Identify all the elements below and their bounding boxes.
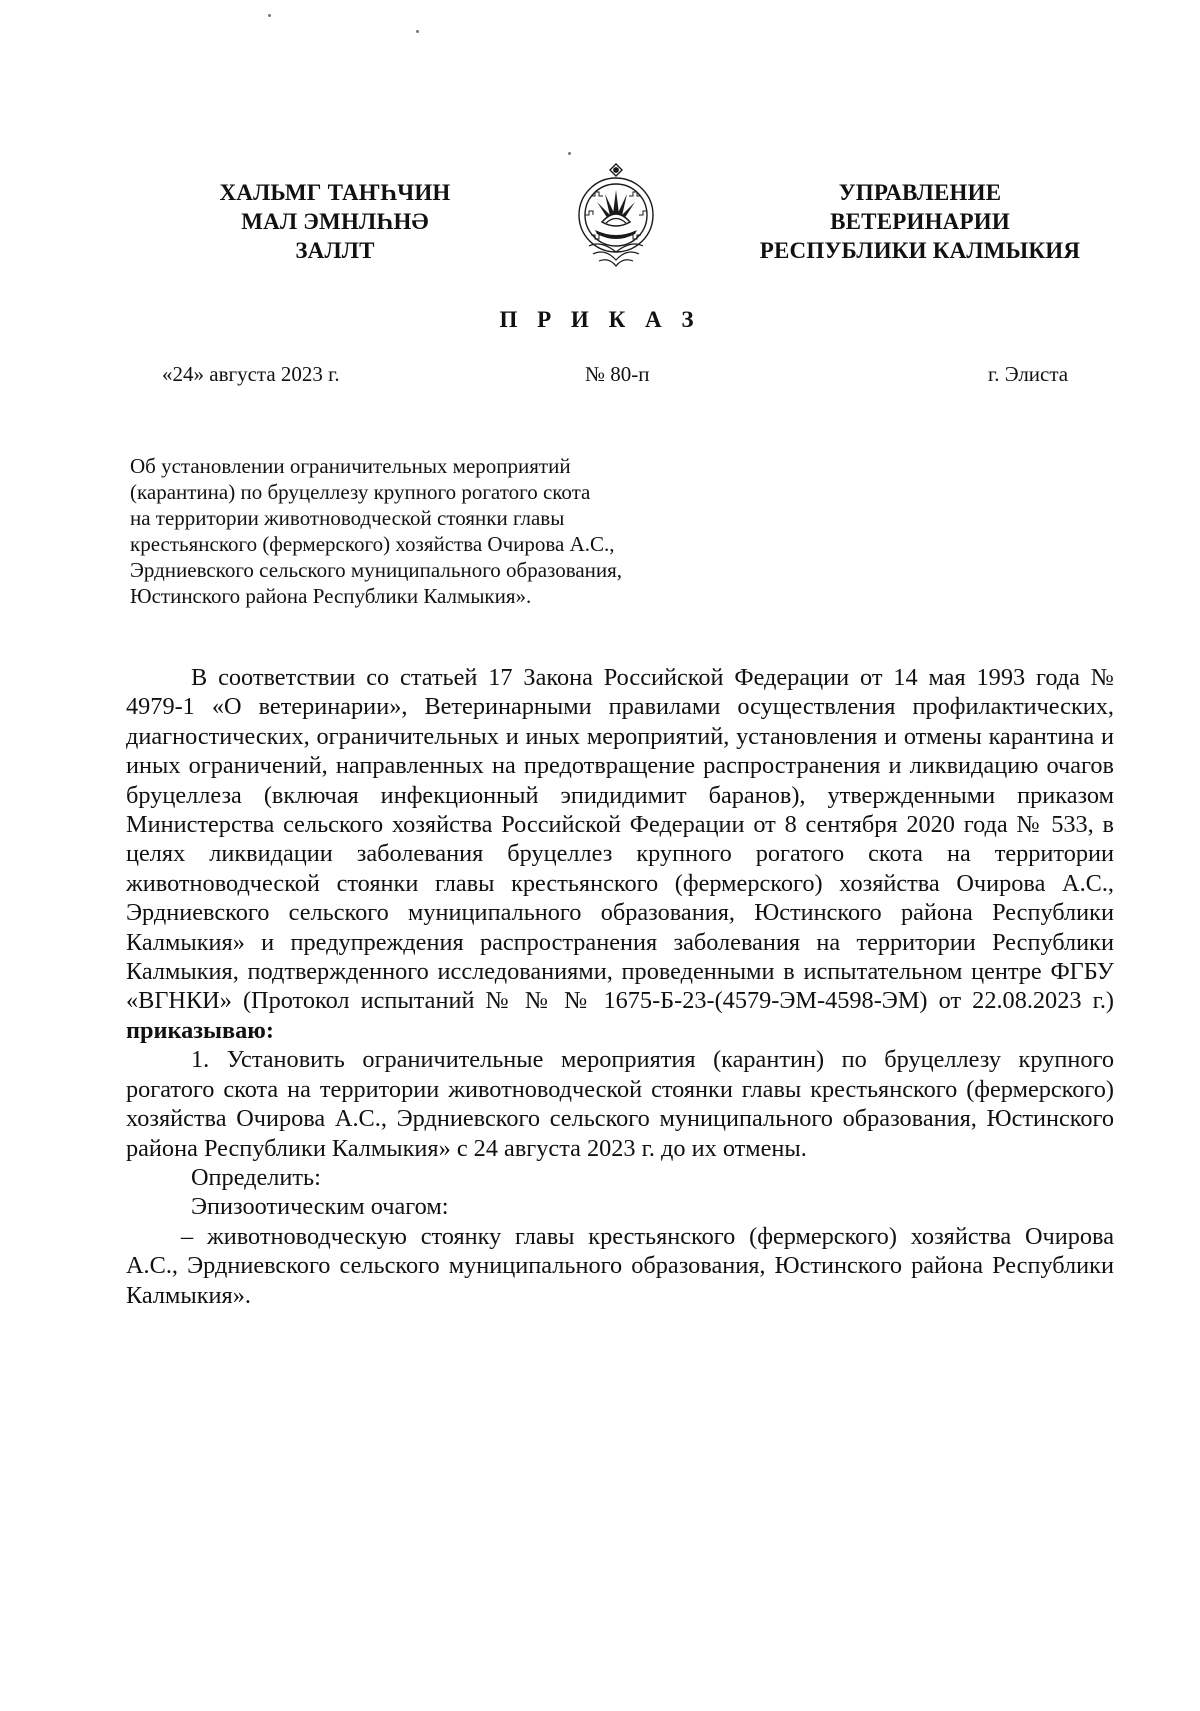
header-kalmyk <box>200 178 470 265</box>
focus-label: Эпизоотическим очагом: <box>191 1193 449 1221</box>
subject-line-4: крестьянского (фермерского) хозяйства Очирова А.С., <box>130 532 615 556</box>
subject-line-3: на территории животноводческой стоянки главы <box>130 506 565 530</box>
header-left-line-2: МАЛ ЭМНЛҺНӘ <box>241 209 429 234</box>
header-left-line-1: ХАЛЬМГ ТАҤҺЧИН <box>219 180 451 205</box>
scan-speck <box>268 14 271 17</box>
order-word: приказываю: <box>126 1016 274 1044</box>
order-subject <box>130 453 750 609</box>
item-1-paragraph: 1. Установить ограничительные мероприятия (карантин) по бруцеллезу крупного рогатого скота на территории животноводческой стоянки главы крестьянского (фермерского) хозяйства Очирова А.С., Эрдниевского сельского муниципального образования, Юстинского района Республики Калмыкия» с 24 августа 2023 г. до их отмены. <box>126 1046 1114 1162</box>
subject-line-2: (карантина) по бруцеллезу крупного рогатого скота <box>130 480 591 504</box>
order-number: № 80-п <box>585 362 650 386</box>
order-body <box>126 663 1114 1310</box>
header-right-line-1: УПРАВЛЕНИЕ <box>838 180 1002 205</box>
preamble-paragraph <box>126 663 1114 1045</box>
scan-speck <box>568 152 571 155</box>
header-russian <box>730 178 1110 265</box>
subject-line-1: Об установлении ограничительных мероприятий <box>130 454 571 478</box>
order-date: «24» августа 2023 г. <box>162 362 340 386</box>
preamble-text: В соответствии со статьей 17 Закона Российской Федерации от 14 мая 1993 года № 4979-1 «О ветеринарии», Ветеринарными правилами осуществления профилактических, диагностических, ограничительных и иных мероприятий, установления и отмены карантина и иных ограничений, направленных на предотвращение распространения и ликвидацию очагов бруцеллеза (включая инфекционный эпидидимит баранов), утвержденными приказом Министерства сельского хозяйства Российской Федерации от 8 сентября 2020 года № 533, в целях ликвидации заболевания бруцеллез крупного рогатого скота на территории животноводческой стоянки главы крестьянского (фермерского) хозяйства Очирова А.С., Эрдниевского сельского муниципального образования, Юстинского района Республики Калмыкия» и предупреждения распространения заболевания на территории Республики Калмыкия, подтвержденного исследованиями, проведенными в испытательном центре ФГБУ «ВГНКИ» (Протокол испытаний № № № 1675-Б-23-(4579-ЭМ-4598-ЭМ) от 22.08.2023 г.) <box>126 664 1114 1015</box>
subject-line-5: Эрдниевского сельского муниципального образования, <box>130 558 623 582</box>
header-right-line-2: ВЕТЕРИНАРИИ <box>830 209 1010 234</box>
scan-speck <box>416 30 419 33</box>
header-right-line-3: РЕСПУБЛИКИ КАЛМЫКИЯ <box>759 238 1081 263</box>
subject-line-6: Юстинского района Республики Калмыкия». <box>130 584 532 608</box>
coat-of-arms-emblem <box>575 160 657 270</box>
define-label: Определить: <box>191 1163 321 1191</box>
document-title: П Р И К А З <box>499 307 701 332</box>
focus-item: – животноводческую стоянку главы крестьянского (фермерского) хозяйства Очирова А.С., Эрдниевского сельского муниципального образования, Юстинского района Республики Калмыкия». <box>126 1222 1114 1309</box>
order-city: г. Элиста <box>988 362 1069 386</box>
header-left-line-3: ЗАЛЛТ <box>295 238 375 263</box>
